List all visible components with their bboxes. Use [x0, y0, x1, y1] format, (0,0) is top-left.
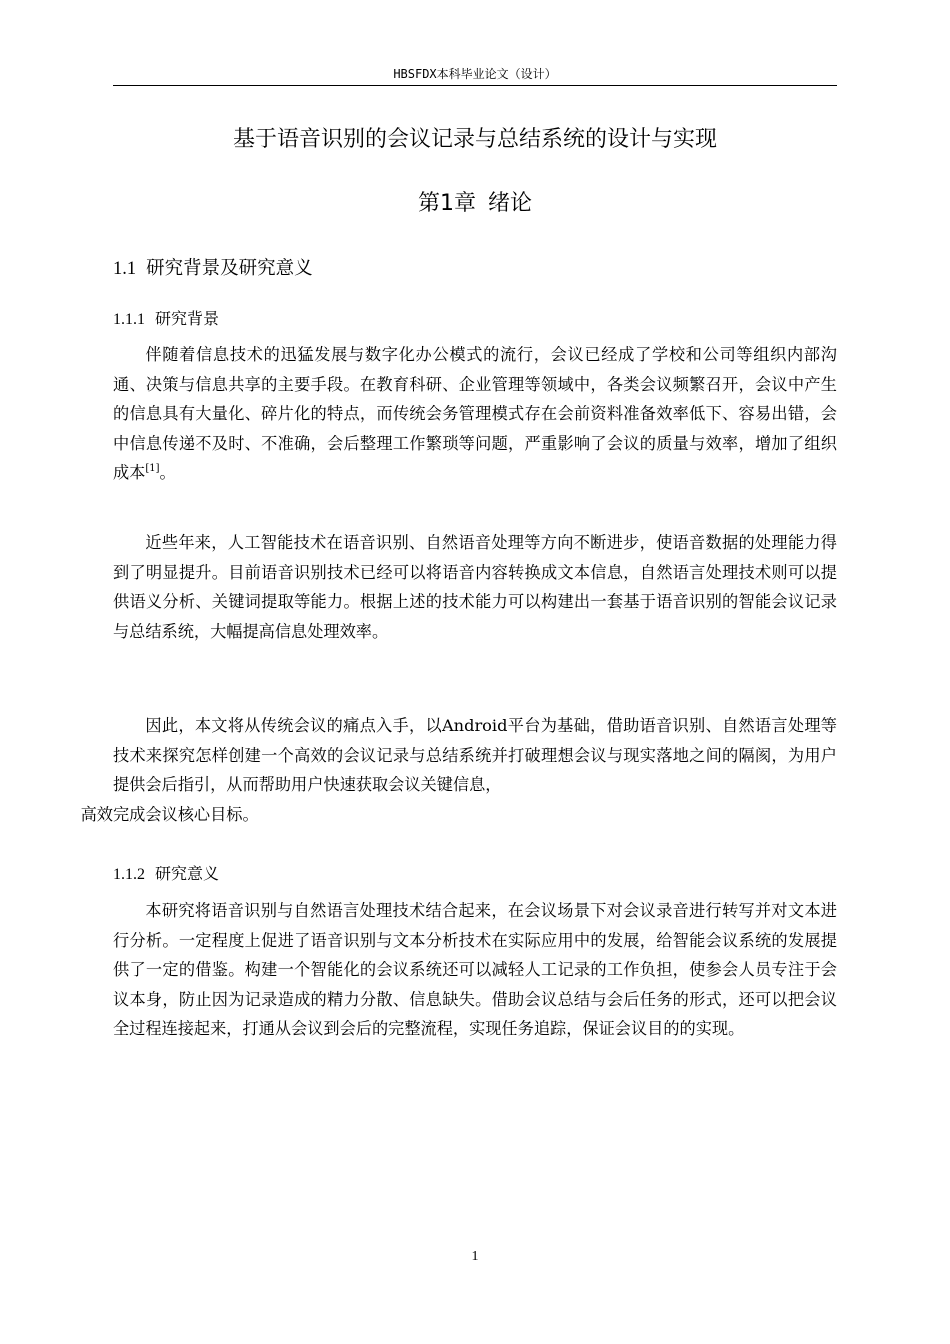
section-number: 1.1 [113, 259, 137, 279]
chapter-number: 第1章 [417, 191, 476, 216]
paragraph-background-1 [113, 340, 837, 488]
paragraph-background-2: 近些年来，人工智能技术在语音识别、自然语音处理等方向不断进步，使语音数据的处理能力得到了明显提升。目前语音识别技术已经可以将语音内容转换成文本信息，自然语言处理技术则可以提供语义分析、关键词提取等能力。根据上述的技术能力可以构建出一套基于语音识别的智能会议记录与总结系统，大幅提高信息处理效率。 [113, 533, 837, 641]
paragraph-end: 。 [159, 463, 176, 482]
paragraph-text: 伴随着信息技术的迅猛发展与数字化办公模式的流行，会议已经成了学校和公司等组织内部沟通、决策与信息共享的主要手段。在教育科研、企业管理等领域中，各类会议频繁召开，会议中产生的信息具有大量化、碎片化的特点，而传统会务管理模式存在会前资料准备效率低下、容易出错，会中信息传递不及时、不准确，会后整理工作繁琐等问题，严重影响了会议的质量与效率，增加了组织成本 [113, 345, 837, 482]
section-title: 研究背景及研究意义 [146, 258, 313, 279]
citation-1[interactable]: [1] [145, 463, 160, 474]
paragraph-background-3 [80, 711, 837, 829]
subsection-number: 1.1.1 [113, 311, 145, 328]
section-heading-1-1 [113, 255, 837, 283]
paper-title: 基于语音识别的会议记录与总结系统的设计与实现 [232, 127, 717, 152]
chapter-title: 绪论 [487, 191, 532, 216]
header-rule [113, 85, 837, 86]
running-header: HBSFDX本科毕业论文（设计） [393, 67, 557, 81]
paragraph-text: 因此，本文将从传统会议的痛点入手，以Android平台为基础，借助语音识别、自然语言处理等技术来探究怎样创建一个高效的会议记录与总结系统并打破理想会议与现实落地之间的隔阂，为用户提供会后指引，从而帮助用户快速获取会议关键信息， [113, 716, 837, 794]
subsection-heading-1-1-2 [113, 862, 837, 887]
page-number: 1 [471, 1249, 479, 1264]
paragraph-significance: 本研究将语音识别与自然语言处理技术结合起来，在会议场景下对会议录音进行转写并对文本进行分析。一定程度上促进了语音识别与文本分析技术在实际应用中的发展，给智能会议系统的发展提供了一定的借鉴。构建一个智能化的会议系统还可以减轻人工记录的工作负担，使参会人员专注于会议本身，防止因为记录造成的精力分散、信息缺失。借助会议总结与会后任务的形式，还可以把会议全过程连接起来，打通从会议到会后的完整流程，实现任务追踪，保证会议目的的实现。 [113, 901, 837, 1038]
subsection-heading-1-1-1 [113, 307, 837, 332]
subsection-title: 研究背景 [155, 309, 220, 328]
paragraph-text-last-line: 高效完成会议核心目标。 [80, 804, 259, 824]
chapter-heading [113, 188, 837, 220]
subsection-title: 研究意义 [155, 864, 220, 883]
subsection-number: 1.1.2 [113, 866, 145, 883]
